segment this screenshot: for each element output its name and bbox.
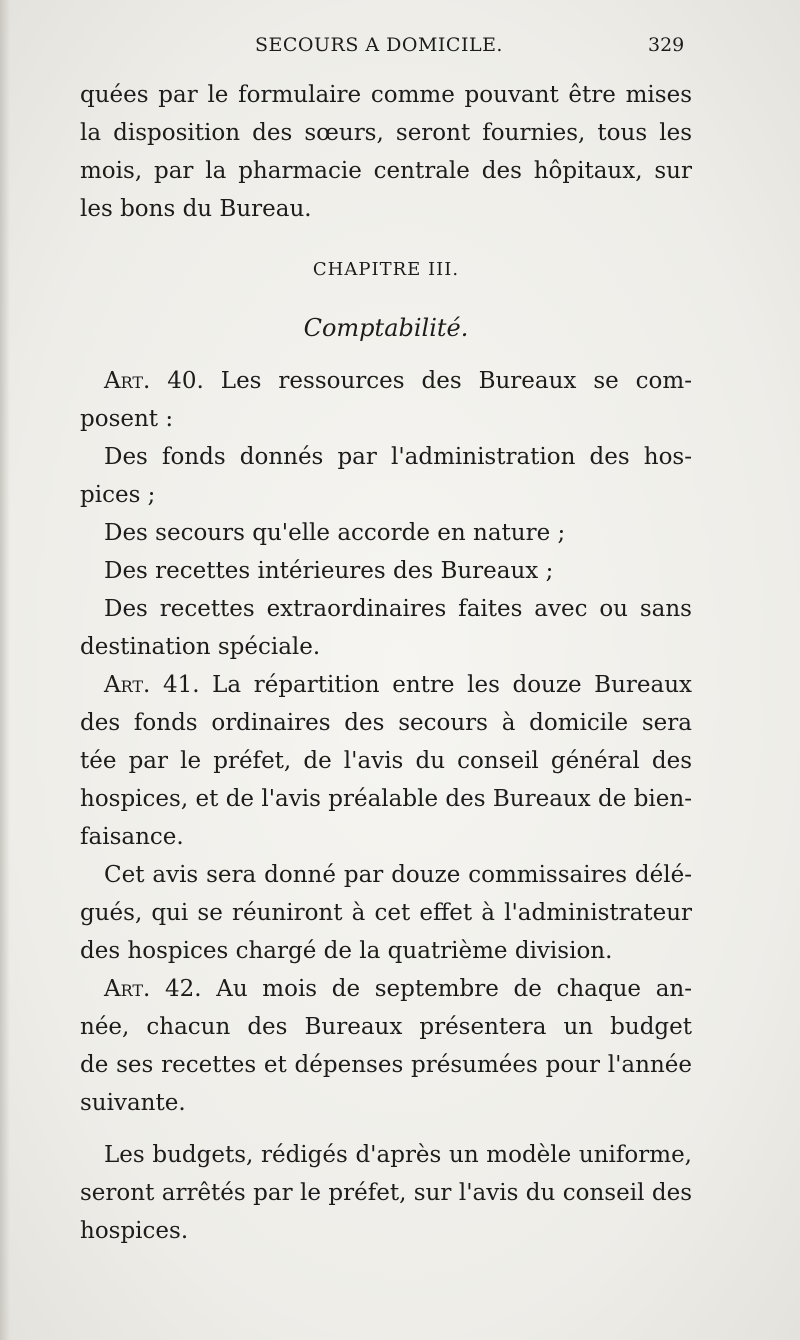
article-42-text: 42. Au mois de septembre de chaque an- xyxy=(150,976,692,1002)
running-head: SECOURS A DOMICILE. xyxy=(255,34,503,56)
body-line: de ses recettes et dépenses présumées pour l'année xyxy=(80,1052,692,1078)
page-number: 329 xyxy=(648,34,685,56)
article-40-text: 40. Les ressources des Bureaux se com- xyxy=(150,368,692,394)
article-41-first-line xyxy=(80,666,692,704)
body-line: seront arrêtés par le préfet, sur l'avis du conseil des xyxy=(80,1180,692,1206)
list-item-continuation: pices ; xyxy=(80,482,156,508)
body-line: mois, par la pharmacie centrale des hôpitaux, sur xyxy=(80,158,692,184)
body-line: les bons du Bureau. xyxy=(80,196,312,222)
article-42-first-line xyxy=(80,970,692,1008)
body-line: la disposition des sœurs, seront fournies, tous les xyxy=(80,120,692,146)
body-line: hospices. xyxy=(80,1218,189,1244)
chapter-heading: CHAPITRE III. xyxy=(312,259,460,280)
list-item: Des secours qu'elle accorde en nature ; xyxy=(104,520,566,546)
article-40-first-line xyxy=(80,362,692,400)
body-line: faisance. xyxy=(80,824,184,850)
body-line: gués, qui se réuniront à cet effet à l'administrateur xyxy=(80,900,692,926)
body-line: des hospices chargé de la quatrième division. xyxy=(80,938,613,964)
body-line: suivante. xyxy=(80,1090,186,1116)
list-item-continuation: destination spéciale. xyxy=(80,634,321,660)
body-line: des fonds ordinaires des secours à domicile sera xyxy=(80,710,692,736)
page-body xyxy=(80,76,692,1250)
article-label: Art. xyxy=(104,368,151,394)
body-line: Les budgets, rédigés d'après un modèle uniforme, xyxy=(104,1142,692,1168)
paragraph-gap xyxy=(80,1122,692,1136)
body-line: posent : xyxy=(80,406,174,432)
page-header xyxy=(0,34,800,64)
article-label: Art. xyxy=(104,976,151,1002)
body-line: hospices, et de l'avis préalable des Bureaux de bien- xyxy=(80,786,692,812)
body-line: Cet avis sera donné par douze commissaires délé- xyxy=(104,862,692,888)
page-binding-shadow xyxy=(0,0,10,1340)
article-label: Art. xyxy=(104,672,151,698)
list-item: Des recettes intérieures des Bureaux ; xyxy=(104,558,554,584)
body-line: née, chacun des Bureaux présentera un budget xyxy=(80,1014,692,1040)
list-item: Des recettes extraordinaires faites avec ou sans xyxy=(104,596,692,622)
section-title: Comptabilité. xyxy=(303,314,469,342)
article-41-text: 41. La répartition entre les douze Bureaux xyxy=(150,672,692,698)
body-line: tée par le préfet, de l'avis du conseil général des xyxy=(80,748,692,774)
body-line: quées par le formulaire comme pouvant être mises xyxy=(80,82,692,108)
list-item: Des fonds donnés par l'administration des hos- xyxy=(104,444,692,470)
